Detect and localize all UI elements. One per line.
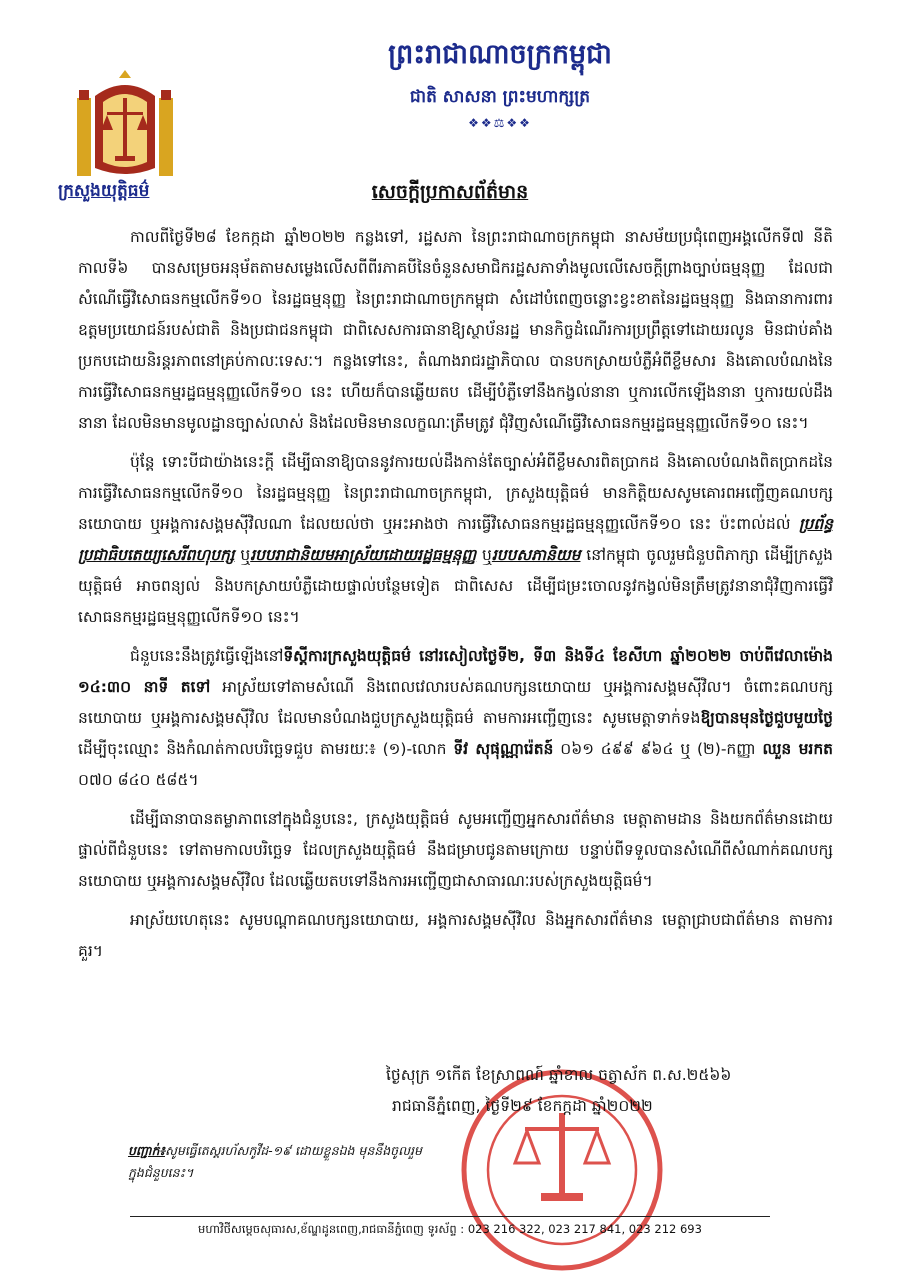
footer-address: មហាវិថីសម្ដេចសុធារស,ខ័ណ្ឌដូនពេញ,រាជធានីភ្នំពេញ ទូរស័ព្ទ : 023 216 322, 023 217 841, 023 212 693 (198, 1222, 702, 1236)
ornament-divider: ❖❖⚖❖❖ (468, 116, 532, 130)
paragraph-3-text-3: ដើម្បីចុះឈ្មោះ និងកំណត់កាលបរិច្ឆេទជួប តាមរយៈ៖ (១)-លោក (78, 740, 454, 758)
paragraph-1: កាលពីថ្ងៃទី២៨ ខែកក្កដា ឆ្នាំ២០២២ កន្លងទៅ, រដ្ឋសភា នៃព្រះរាជាណាចក្រកម្ពុជា នាសម័យប្រជុំពេញអង្គលើកទី៧ នីតិកាលទី៦ បានសម្រេចអនុម័តតាមសម្លេងលើសពីពីរភាគបីនៃចំនួនសមាជិករដ្ឋសភាទាំងមូលលើសេចក្ដីព្រាងច្បាប់ធម្មនុញ្ញ ដែលជាសំណើធ្វើវិសោធនកម្មលើកទី១០ នៃរដ្ឋធម្មនុញ្ញ នៃព្រះរាជាណាចក្រកម្ពុជា សំដៅបំពេញចន្លោះខ្វះខាតនៃរដ្ឋធម្មនុញ្ញ និងធានាការពារឧត្តមប្រយោជន៍របស់ជាតិ និងប្រជាជនកម្ពុជា ជាពិសេសការធានាឱ្យស្ថាប័នរដ្ឋ មានកិច្ចដំណើរការប្រព្រឹត្តទៅដោយរលូន មិនជាប់គាំង ប្រកបដោយនិរន្តរភាពនៅគ្រប់កាលៈទេសៈ។ កន្លងទៅនេះ, តំណាងរាជរដ្ឋាភិបាល បានបកស្រាយបំភ្លឺអំពីខ្លឹមសារ និងគោលបំណងនៃការធ្វើវិសោធនកម្មរដ្ឋធម្មនុញ្ញលើកទី១០ នេះ ហើយក៏បានឆ្លើយតប ដើម្បីបំភ្លឺទៅនឹងកង្វល់នានា ឬការលើកឡើងនានា ឬការយល់ដឹងនានា ដែលមិនមានមូលដ្ឋានច្បាស់លាស់ និងដែលមិនមានលក្ខណៈត្រឹមត្រូវ ជុំវិញសំណើធ្វើវិសោធនកម្មរដ្ឋធម្មនុញ្ញលើកទី១០ នេះ។ (78, 228, 833, 432)
contact-deadline: ឱ្យបានមុនថ្ងៃជួបមួយថ្ងៃ (700, 709, 833, 727)
paragraph-2-tail: នៅកម្ពុជា ចូលរួមជំនួបពិភាក្សា ដើម្បីក្រសួងយុត្តិធម៌ អាចពន្យល់ និងបកស្រាយបំភ្លឺដោយផ្ទាល់បន្ថែមទៀត ជាពិសេស ដើម្បីជម្រះចោលនូវកង្វល់មិនត្រឹមត្រូវនានាជុំវិញការធ្វើវិសោធនកម្មរដ្ឋធម្មនុញ្ញលើកទី១០ នេះ។ (78, 546, 833, 626)
document-body (78, 222, 833, 975)
date-gregorian: រាជធានីភ្នំពេញ, ថ្ងៃទី២៩ ខែកក្កដា ឆ្នាំ២០២២ (392, 1097, 653, 1115)
highlight-monarchy: របបរាជានិយមអាស្រ័យដោយរដ្ឋធម្មនុញ្ញ (250, 546, 477, 564)
paragraph-3 (78, 641, 833, 796)
contact-phone-1: ០៦១ ៤៩៩ ៩៦៤ ឬ (២)-កញ្ញា (553, 740, 763, 758)
contact-name-1: ទីវ សុផុណ្ណារ៉េតន៍ (453, 740, 554, 758)
ministry-emblem-icon (75, 68, 175, 180)
covid-note (128, 1140, 428, 1184)
note-text: សូមធ្វើតេស្តរហ័សកូវីដ-១៩ ដោយខ្លួនឯង មុននឹងចូលរួមក្នុងជំនួបនេះ។ (128, 1143, 422, 1180)
paragraph-2 (78, 447, 833, 633)
footer-divider (130, 1216, 770, 1217)
meeting-venue-time: ទីស្តីការក្រសួងយុត្តិធម៌ នៅរសៀលថ្ងៃទី២, ទី៣ និងទី៤ ខែសីហា ឆ្នាំ២០២២ ចាប់ពីវេលាម៉ោង ១៤:៣០ នាទី តទៅ (78, 647, 833, 696)
paragraph-2-connector: ឬ (234, 546, 251, 564)
kingdom-title: ព្រះរាជាណាចក្រកម្ពុជា (388, 39, 612, 70)
paragraph-3-text: ជំនួបនេះនឹងត្រូវធ្វើឡើងនៅ (130, 647, 284, 665)
highlight-parliamentary: របបសភានិយម (491, 546, 581, 564)
date-lunar: ថ្ងៃសុក្រ ១កើត ខែស្រាពណ៍ ឆ្នាំខាល ចត្វាស័ក ព.ស.២៥៦៦ (386, 1066, 732, 1084)
national-motto: ជាតិ សាសនា ព្រះមហាក្សត្រ (409, 87, 591, 107)
paragraph-3-text-2: អាស្រ័យទៅតាមសំណើ និងពេលវេលារបស់គណបក្សនយោបាយ ឬអង្គការសង្គមស៊ីវិល។ ចំពោះគណបក្សនយោបាយ ឬអង្គការសង្គមស៊ីវិល ដែលមានបំណងជួបក្រសួងយុត្តិធម៌ តាមការអញ្ជើញនេះ សូមមេត្តាទាក់ទង (78, 678, 834, 727)
paragraph-4: ដើម្បីធានាបានតម្លាភាពនៅក្នុងជំនួបនេះ, ក្រសួងយុត្តិធម៌ សូមអញ្ជើញអ្នកសារព័ត៌មាន មេត្តាតាមដាន និងយកព័ត៌មានដោយផ្ទាល់ពីជំនួបនេះ ទៅតាមកាលបរិច្ឆេទ ដែលក្រសួងយុត្តិធម៌ នឹងជម្រាបជូនតាមក្រោយ បន្ទាប់ពីទទួលបានសំណើពីសំណាក់គណបក្សនយោបាយ ឬអង្គការសង្គមស៊ីវិល ដែលឆ្លើយតបទៅនឹងការអញ្ជើញជាសាធារណៈរបស់ក្រសួងយុត្តិធម៌។ (78, 810, 833, 890)
contact-name-2: ឈួន មរកត (762, 740, 834, 758)
paragraph-2-connector-2: ឬ (476, 546, 492, 564)
ministry-name: ក្រសួងយុត្តិធម៌ (58, 181, 150, 201)
paragraph-5: អាស្រ័យហេតុនេះ សូមបណ្ដាគណបក្សនយោបាយ, អង្គការសង្គមស៊ីវិល និងអ្នកសារព័ត៌មាន មេត្តាជ្រាបជាព័ត៌មាន តាមការគួរ។ (78, 911, 833, 960)
contact-phone-2: ០៧០ ៨៤០ ៥៨៥។ (78, 771, 199, 789)
signature-block (386, 1060, 826, 1122)
highlight-democracy: ប្រព័ន្ធប្រជាធិបតេយ្យសេរីពហុបក្ស (78, 515, 833, 564)
document-title: សេចក្ដីប្រកាសព័ត៌មាន (371, 181, 529, 203)
note-label: បញ្ជាក់៖ (128, 1143, 165, 1158)
paragraph-2-text: ប៉ុន្តែ ទោះបីជាយ៉ាងនេះក្ដី ដើម្បីធានាឱ្យបាននូវការយល់ដឹងកាន់តែច្បាស់អំពីខ្លឹមសារពិតប្រាកដ និងគោលបំណងពិតប្រាកដនៃការធ្វើវិសោធនកម្មលើកទី១០ នៃរដ្ឋធម្មនុញ្ញ នៃព្រះរាជាណាចក្រកម្ពុជា, ក្រសួងយុត្តិធម៌ មានកិត្តិយសសូមគោរពអញ្ជើញគណបក្សនយោបាយ ឬអង្គការសង្គមស៊ីវិលណា ដែលយល់ថា ឬអះអាងថា ការធ្វើវិសោធនកម្មរដ្ឋធម្មនុញ្ញលើកទី១០ នេះ ប៉ះពាល់ដល់ (78, 453, 833, 533)
